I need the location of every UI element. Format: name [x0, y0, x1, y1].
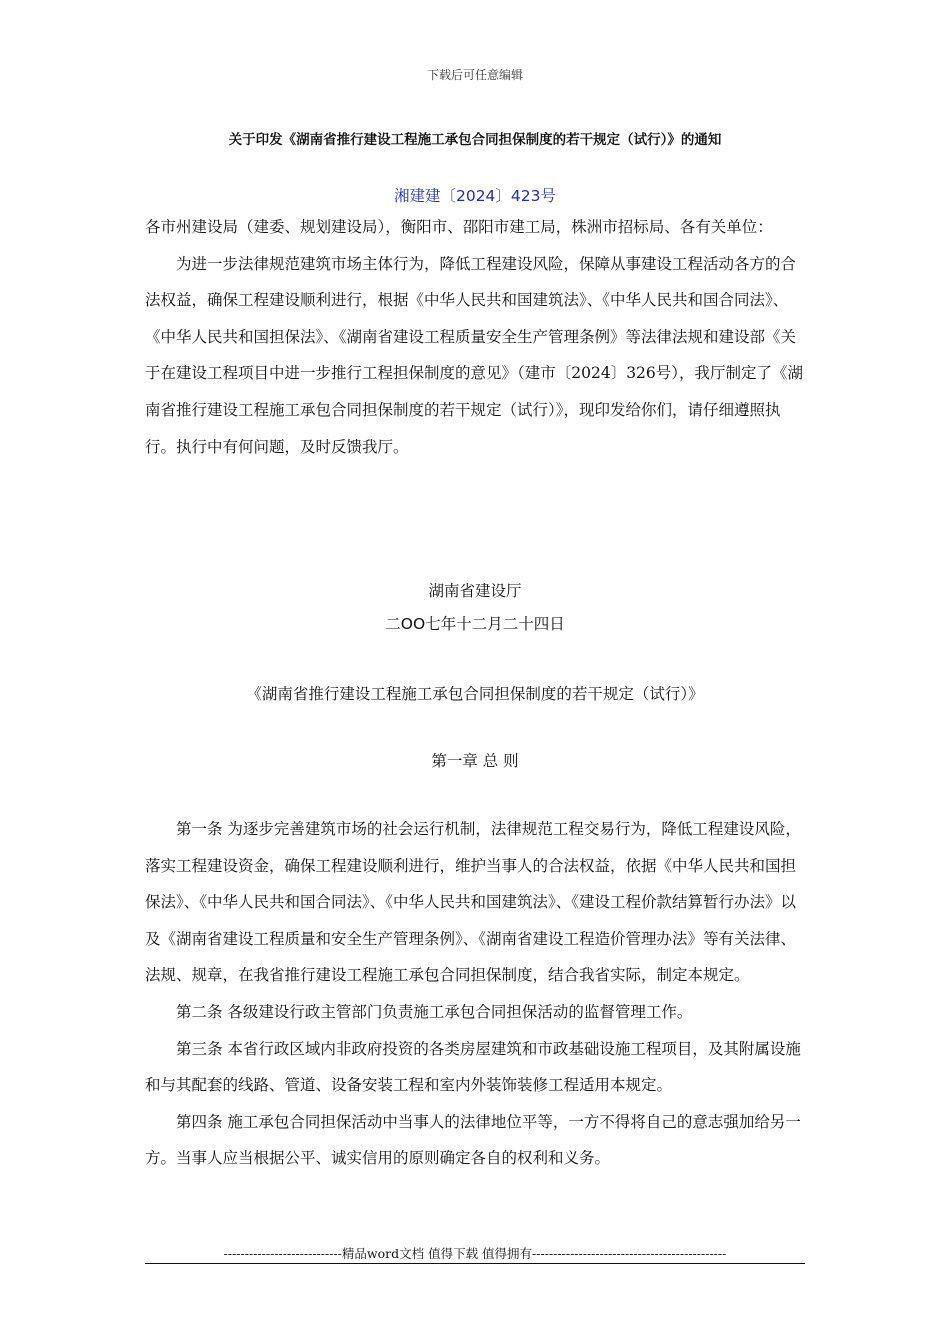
recipients-paragraph: 各市州建设局（建委、规划建设局），衡阳市、邵阳市建工局，株洲市招标局、各有关单位： — [145, 218, 773, 236]
article-2: 第二条 各级建设行政主管部门负责施工承包合同担保活动的监督管理工作。 — [176, 1002, 693, 1021]
articles-body — [145, 811, 805, 1177]
regulation-title: 《湖南省推行建设工程施工承包合同担保制度的若干规定（试行）》 — [246, 685, 704, 703]
article-4: 第四条 施工承包合同担保活动中当事人的法律地位平等，一方不得将自己的意志强加给另一方。当事人应当根据公平、诚实信用的原则确定各自的权利和义务。 — [145, 1112, 801, 1168]
chapter-title: 第一章 总 则 — [431, 752, 519, 770]
document-number: 湘建建〔2024〕423号 — [393, 187, 557, 205]
footer-note: ----------------------------精品word文档 值得下载 值得拥有---------------------------------------------- — [223, 1246, 727, 1261]
footer-divider — [145, 1263, 805, 1264]
issuer-name: 湖南省建设厅 — [428, 582, 522, 600]
notice-body — [145, 209, 805, 465]
header-note: 下载后可任意编辑 — [426, 68, 523, 82]
article-1: 第一条 为逐步完善建筑市场的社会运行机制，法律规范工程交易行为，降低工程建设风险，落实工程建设资金，确保工程建设顺利进行，维护当事人的合法权益，依据《中华人民共和国担保法》、《中华人民共和国合同法》、《中华人民共和国建筑法》、《建设工程价款结算暂行办法》以及《湖南省建设工程质量和安全生产管理条例》、《湖南省建设工程造价管理办法》等有关法律、法规、规章，在我省推行建设工程施工承包合同担保制度，结合我省实际，制定本规定。 — [145, 820, 801, 985]
article-3: 第三条 本省行政区域内非政府投资的各类房屋建筑和市政基础设施工程项目，及其附属设施和与其配套的线路、管道、设备安装工程和室内外装饰装修工程适用本规定。 — [145, 1039, 801, 1095]
intro-paragraph: 为进一步法律规范建筑市场主体行为，降低工程建设风险，保障从事建设工程活动各方的合法权益，确保工程建设顺利进行，根据《中华人民共和国建筑法》、《中华人民共和国合同法》、《中华人民共和国担保法》、《湖南省建设工程质量安全生产管理条例》等法律法规和建设部《关于在建设工程项目中进一步推行工程担保制度的意见》（建市〔2024〕326号），我厅制定了《湖南省推行建设工程施工承包合同担保制度的若干规定（试行）》，现印发给你们，请仔细遵照执行。执行中有何问题，及时反馈我厅。 — [145, 254, 804, 456]
document-title: 关于印发《湖南省推行建设工程施工承包合同担保制度的若干规定（试行）》的通知 — [228, 132, 722, 148]
issue-date: 二OO七年十二月二十四日 — [385, 615, 565, 633]
